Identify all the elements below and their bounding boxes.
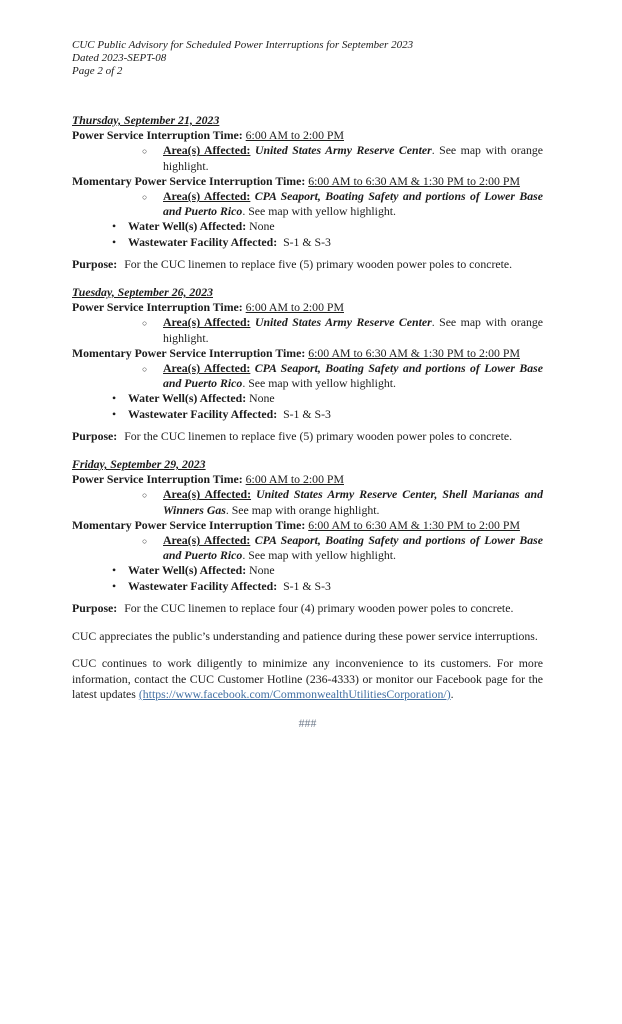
document-header: [72, 39, 543, 78]
water-wells-label: Water Well(s) Affected:: [128, 391, 247, 406]
wastewater-item: [72, 407, 543, 422]
wastewater-item: [72, 235, 543, 250]
momentary-interruption-line: [72, 518, 543, 533]
purpose-label: Purpose:: [72, 600, 118, 615]
power-interruption-line: [72, 472, 543, 487]
power-areas-affected-item: [72, 487, 543, 517]
areas-affected-label: Area(s) Affected:: [163, 143, 251, 158]
circle-bullet-icon: ○: [142, 146, 148, 157]
circle-bullet-icon: ○: [142, 364, 148, 375]
section-date-heading: Tuesday, September 26, 2023: [72, 285, 213, 300]
momentary-interruption-line: [72, 346, 543, 361]
purpose-line: [72, 429, 543, 444]
momentary-interruption-time: 6:00 AM to 6:30 AM & 1:30 PM to 2:00 PM: [308, 517, 520, 532]
contact-paragraph: [72, 656, 543, 702]
disc-bullet-icon: •: [112, 406, 117, 421]
purpose-label: Purpose:: [72, 428, 118, 443]
disc-bullet-icon: •: [112, 563, 117, 578]
water-wells-item: [72, 391, 543, 406]
purpose-text: For the CUC linemen to replace five (5) primary wooden power poles to concrete.: [124, 256, 513, 271]
areas-affected-note: . See map with orange highlight.: [225, 502, 380, 517]
wastewater-label: Wastewater Facility Affected:: [128, 406, 278, 421]
areas-affected-label: Area(s) Affected:: [163, 189, 251, 204]
momentary-interruption-line: [72, 174, 543, 189]
contact-paragraph-period: .: [450, 686, 454, 701]
header-date: Dated 2023-SEPT-08: [72, 52, 167, 64]
areas-affected-value: United States Army Reserve Center: [254, 143, 432, 158]
areas-affected-label: Area(s) Affected:: [163, 361, 251, 376]
purpose-text: For the CUC linemen to replace four (4) primary wooden power poles to concrete.: [124, 600, 514, 615]
areas-affected-value: United States Army Reserve Center: [254, 315, 432, 330]
circle-bullet-icon: ○: [142, 192, 148, 203]
header-page-number: Page 2 of 2: [72, 65, 123, 77]
disc-bullet-icon: •: [112, 391, 117, 406]
momentary-interruption-label: Momentary Power Service Interruption Time:: [72, 173, 306, 188]
power-interruption-time: 6:00 AM to 2:00 PM: [245, 128, 344, 143]
momentary-interruption-time: 6:00 AM to 6:30 AM & 1:30 PM to 2:00 PM: [308, 173, 520, 188]
areas-affected-value: CPA Seaport, Boating Safety and portions of Lower Base and Puerto Rico: [163, 361, 543, 391]
momentary-interruption-label: Momentary Power Service Interruption Time:: [72, 517, 306, 532]
wastewater-value: S-1 & S-3: [283, 578, 331, 593]
momentary-areas-affected-item: [72, 533, 543, 563]
power-interruption-label: Power Service Interruption Time:: [72, 472, 243, 487]
power-areas-affected-item: [72, 315, 543, 345]
wastewater-label: Wastewater Facility Affected:: [128, 578, 278, 593]
areas-affected-note: . See map with orange highlight.: [163, 143, 543, 173]
areas-affected-value: CPA Seaport, Boating Safety and portions of Lower Base and Puerto Rico: [163, 533, 543, 563]
appreciation-paragraph: CUC appreciates the public’s understanding and patience during these power service interruptions.: [72, 629, 538, 644]
section-date-heading: Friday, September 29, 2023: [72, 457, 206, 472]
wastewater-label: Wastewater Facility Affected:: [128, 234, 278, 249]
end-of-release-mark: ###: [298, 715, 317, 730]
water-wells-value: None: [249, 391, 275, 406]
power-interruption-label: Power Service Interruption Time:: [72, 128, 243, 143]
disc-bullet-icon: •: [112, 234, 117, 249]
water-wells-value: None: [249, 219, 275, 234]
contact-paragraph-text: CUC continues to work diligently to minimize any inconvenience to its customers. For more information, contact the CUC Customer Hotline (236-4333) or monitor our Facebook page for the latest updates: [72, 656, 543, 701]
purpose-label: Purpose:: [72, 256, 118, 271]
advisory-section-sept-29: [72, 457, 543, 616]
water-wells-item: [72, 563, 543, 578]
momentary-interruption-label: Momentary Power Service Interruption Time:: [72, 345, 306, 360]
areas-affected-note: . See map with yellow highlight.: [242, 376, 396, 391]
water-wells-label: Water Well(s) Affected:: [128, 563, 247, 578]
power-interruption-line: [72, 128, 543, 143]
circle-bullet-icon: ○: [142, 318, 148, 329]
power-interruption-time: 6:00 AM to 2:00 PM: [245, 300, 344, 315]
wastewater-value: S-1 & S-3: [283, 234, 331, 249]
areas-affected-note: . See map with yellow highlight.: [242, 204, 396, 219]
advisory-section-sept-21: [72, 113, 543, 272]
document-body: [72, 113, 543, 731]
purpose-line: [72, 257, 543, 272]
power-interruption-label: Power Service Interruption Time:: [72, 300, 243, 315]
wastewater-item: [72, 579, 543, 594]
disc-bullet-icon: •: [112, 219, 117, 234]
section-date-heading: Thursday, September 21, 2023: [72, 113, 220, 127]
water-wells-item: [72, 219, 543, 234]
areas-affected-value: CPA Seaport, Boating Safety and portions of Lower Base and Puerto Rico: [163, 189, 543, 219]
advisory-section-sept-26: [72, 285, 543, 444]
areas-affected-note: . See map with orange highlight.: [163, 315, 543, 345]
wastewater-value: S-1 & S-3: [283, 406, 331, 421]
power-areas-affected-item: [72, 143, 543, 173]
areas-affected-label: Area(s) Affected:: [163, 487, 252, 502]
disc-bullet-icon: •: [112, 578, 117, 593]
momentary-areas-affected-item: [72, 189, 543, 219]
areas-affected-label: Area(s) Affected:: [163, 315, 251, 330]
momentary-interruption-time: 6:00 AM to 6:30 AM & 1:30 PM to 2:00 PM: [308, 345, 520, 360]
facebook-page-link[interactable]: (https://www.facebook.com/CommonwealthUtilitiesCorporation/): [138, 686, 451, 701]
momentary-areas-affected-item: [72, 361, 543, 391]
circle-bullet-icon: ○: [142, 490, 148, 501]
power-interruption-line: [72, 300, 543, 315]
circle-bullet-icon: ○: [142, 536, 148, 547]
water-wells-value: None: [249, 563, 275, 578]
purpose-text: For the CUC linemen to replace five (5) primary wooden power poles to concrete.: [124, 428, 513, 443]
areas-affected-label: Area(s) Affected:: [163, 533, 251, 548]
header-title: CUC Public Advisory for Scheduled Power Interruptions for September 2023: [72, 39, 414, 51]
power-interruption-time: 6:00 AM to 2:00 PM: [245, 472, 344, 487]
areas-affected-note: . See map with yellow highlight.: [242, 548, 396, 563]
areas-affected-value: United States Army Reserve Center, Shell Marianas and Winners Gas: [163, 487, 543, 517]
purpose-line: [72, 601, 543, 616]
water-wells-label: Water Well(s) Affected:: [128, 219, 247, 234]
